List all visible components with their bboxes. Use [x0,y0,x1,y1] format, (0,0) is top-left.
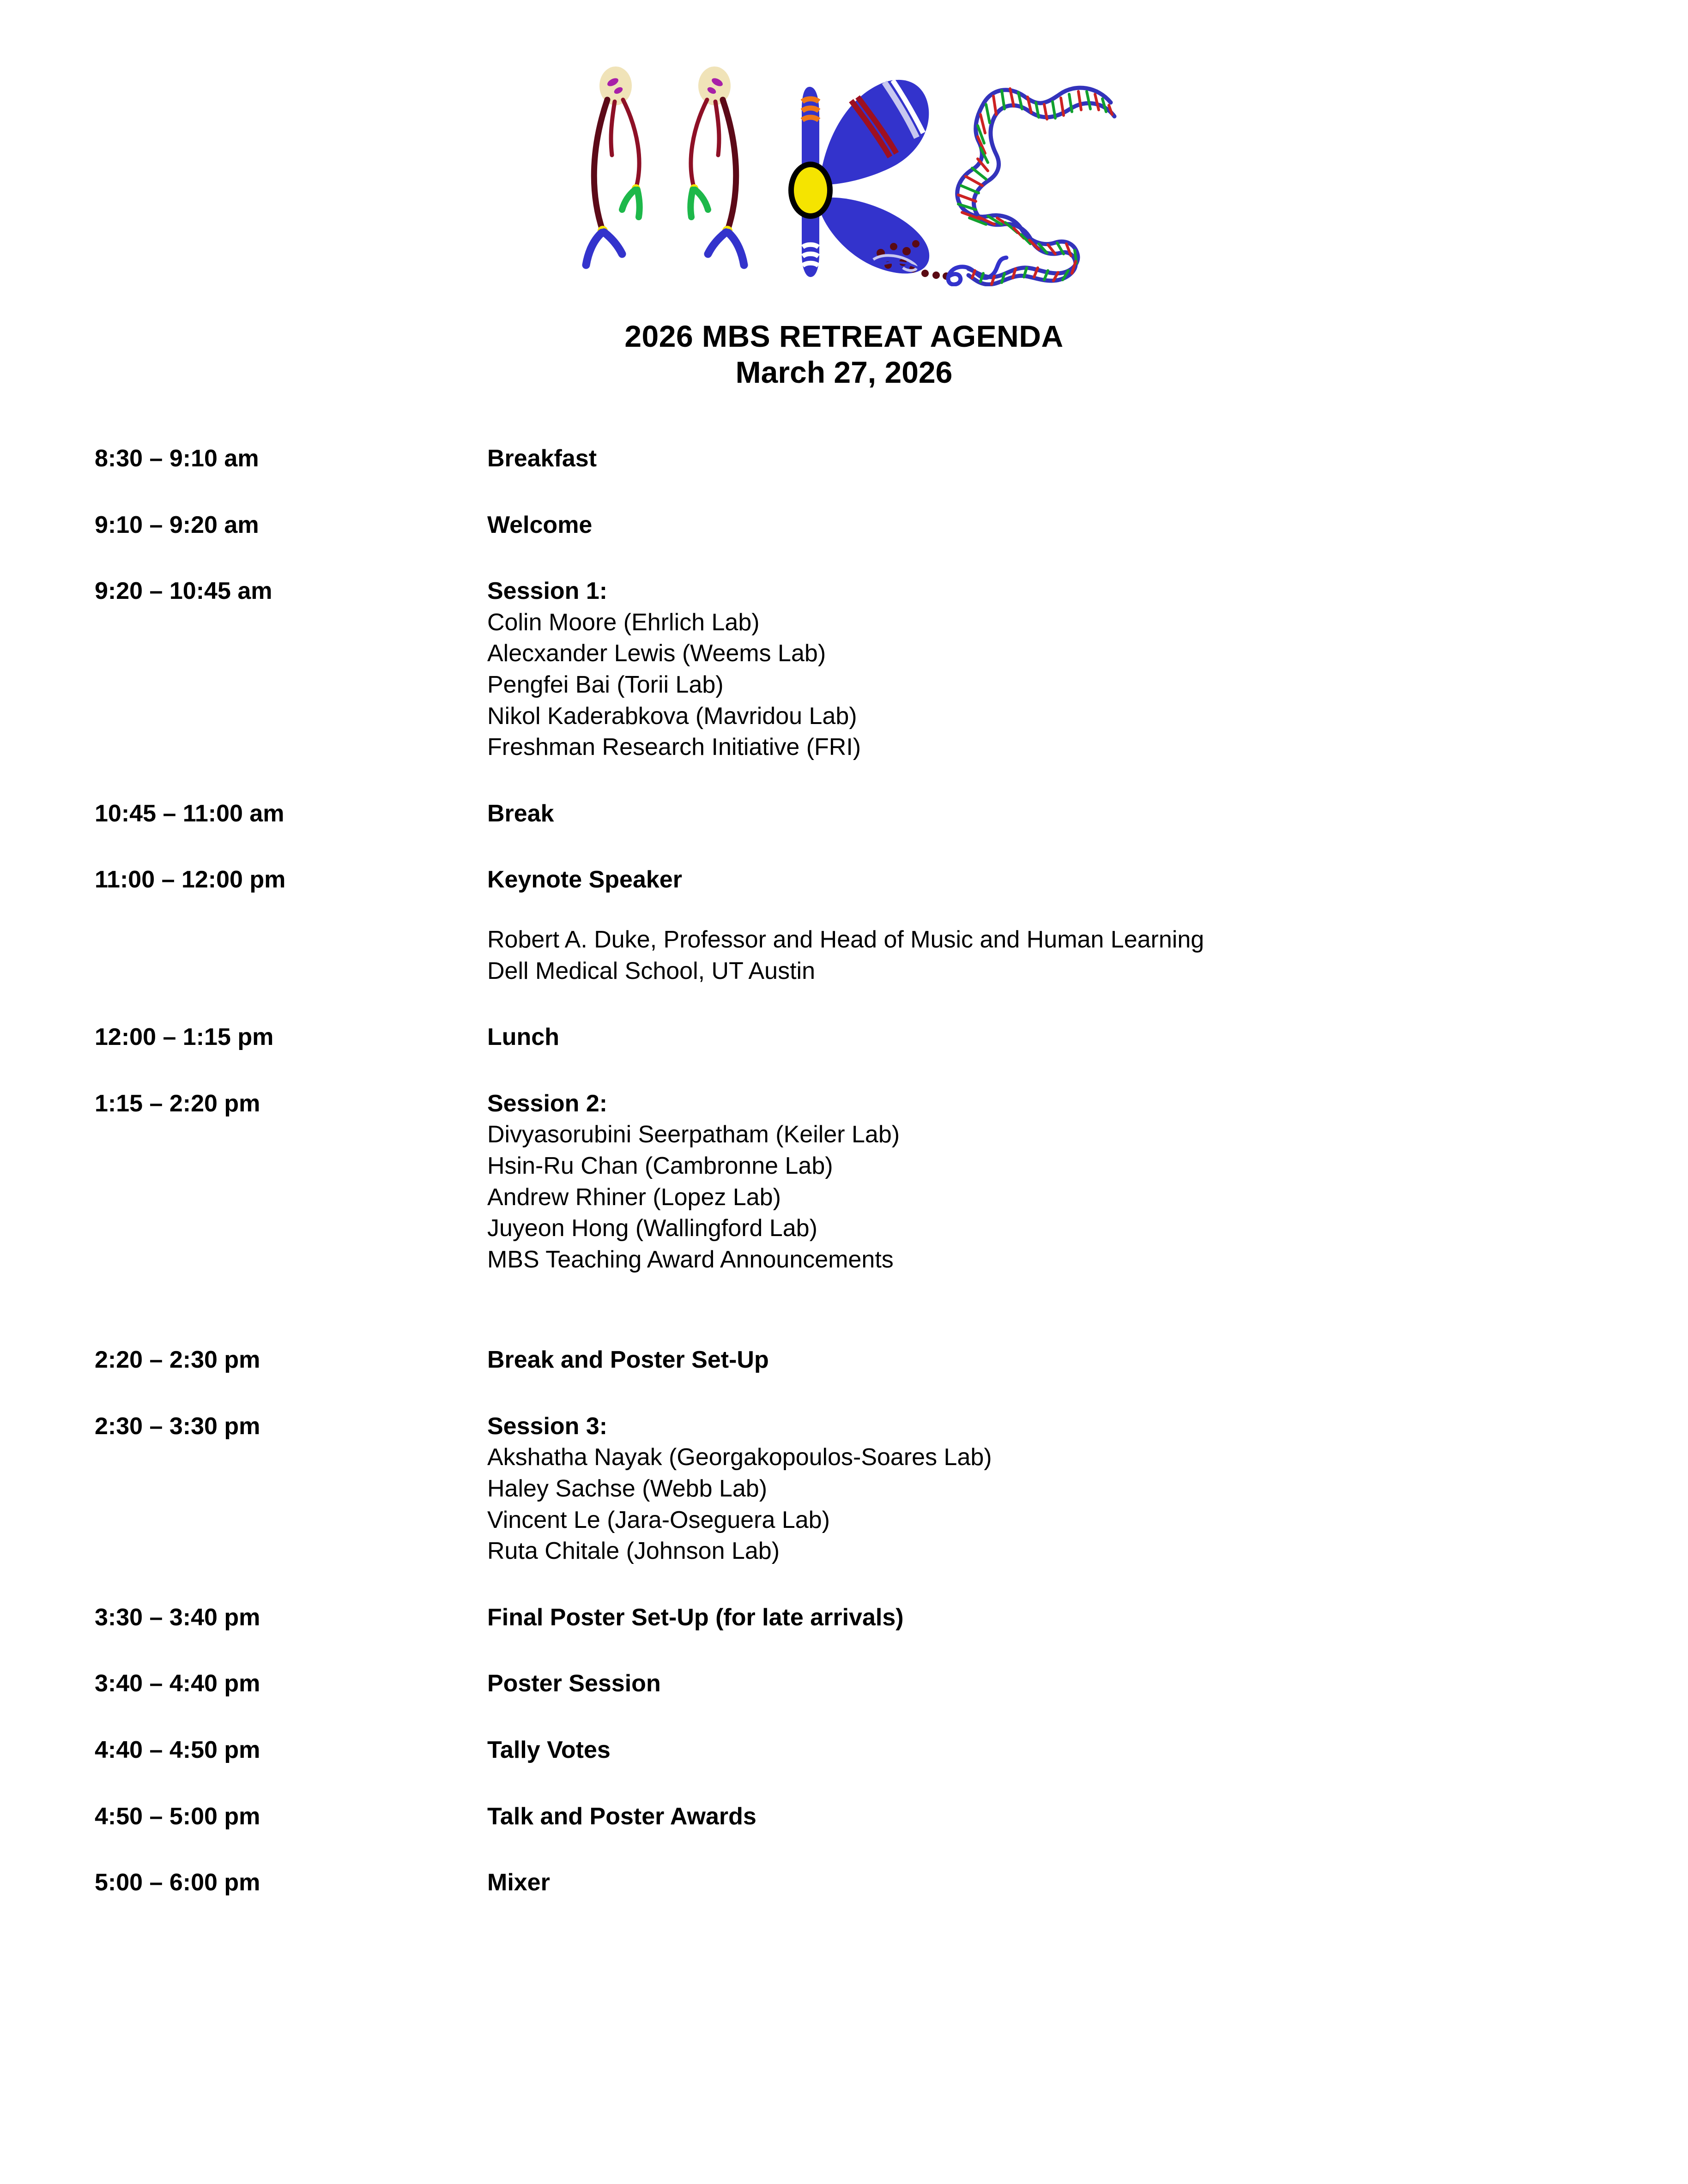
agenda-row-label: Welcome [487,511,593,538]
agenda-row [95,1411,1619,1567]
agenda-item: MBS Teaching Award Announcements [487,1246,894,1273]
agenda-row [95,1345,1619,1376]
agenda-row-time: 8:30 – 9:10 am [95,445,259,472]
agenda-row-detail [487,1801,1619,1833]
agenda-row-label: Mixer [487,1869,550,1896]
agenda-row [95,1022,1619,1053]
agenda-row-label: Talk and Poster Awards [487,1803,756,1830]
agenda-item: Ruta Chitale (Johnson Lab) [487,1538,780,1565]
agenda-row-detail [487,1345,1619,1376]
agenda-row-items [487,1442,1619,1567]
agenda-item: Dell Medical School, UT Austin [487,957,816,984]
agenda-row-detail [487,1411,1619,1567]
agenda-row-detail [487,1022,1619,1053]
agenda-row-time: 2:30 – 3:30 pm [95,1412,260,1440]
agenda-row-detail [487,443,1619,475]
agenda-row-time: 11:00 – 12:00 pm [95,866,286,893]
agenda-row-time: 9:20 – 10:45 am [95,578,272,605]
agenda-row-detail [487,1668,1619,1700]
mbs-logo [580,60,1120,286]
agenda-row [95,510,1619,541]
agenda-row [95,1088,1619,1276]
agenda-row-detail [487,1867,1619,1899]
agenda-row-detail [487,1088,1619,1276]
agenda-row-detail [487,510,1619,541]
agenda-item: Andrew Rhiner (Lopez Lab) [487,1183,781,1211]
agenda-row-time: 3:40 – 4:40 pm [95,1670,260,1697]
agenda-row [95,1668,1619,1700]
agenda-row [95,1735,1619,1766]
agenda-item: Alecxander Lewis (Weems Lab) [487,640,826,667]
agenda-row-label: Keynote Speaker [487,866,682,893]
agenda-list [95,443,1619,1934]
agenda-row-items [487,924,1619,987]
agenda-row-label: Session 3: [487,1412,608,1440]
agenda-row-label: Session 1: [487,578,608,605]
logo-letter-m-neurons [586,66,744,265]
agenda-row-time: 4:40 – 4:50 pm [95,1737,260,1764]
title-block [0,319,1688,391]
agenda-row-detail [487,798,1619,830]
agenda-row-label: Break and Poster Set-Up [487,1346,769,1374]
agenda-row [95,443,1619,475]
agenda-row-time: 5:00 – 6:00 pm [95,1869,260,1896]
agenda-row-time: 12:00 – 1:15 pm [95,1024,274,1051]
agenda-row-time: 2:20 – 2:30 pm [95,1346,260,1374]
agenda-row-label: Tally Votes [487,1737,611,1764]
page-title: 2026 MBS RETREAT AGENDA [624,319,1064,353]
agenda-row-time: 4:50 – 5:00 pm [95,1803,260,1830]
agenda-item: Vincent Le (Jara-Oseguera Lab) [487,1506,830,1533]
agenda-item: Freshman Research Initiative (FRI) [487,734,861,761]
agenda-row-label: Poster Session [487,1670,661,1697]
agenda-item: Haley Sachse (Webb Lab) [487,1475,768,1502]
agenda-item: Akshatha Nayak (Georgakopoulos-Soares Lab) [487,1444,992,1471]
agenda-row [95,576,1619,763]
agenda-item: Pengfei Bai (Torii Lab) [487,671,724,698]
agenda-row-time: 9:10 – 9:20 am [95,511,259,538]
agenda-row-detail [487,864,1619,987]
agenda-row-label: Break [487,800,554,827]
agenda-item: Divyasorubini Seerpatham (Keiler Lab) [487,1121,900,1148]
agenda-row-items [487,607,1619,763]
agenda-row [95,1867,1619,1899]
agenda-item: Juyeon Hong (Wallingford Lab) [487,1215,817,1242]
agenda-item: Colin Moore (Ehrlich Lab) [487,609,760,636]
logo-letter-s-dna [957,88,1114,284]
agenda-row [95,1801,1619,1833]
agenda-row [95,864,1619,987]
agenda-row-label: Session 2: [487,1090,608,1117]
agenda-row-detail [487,1602,1619,1634]
agenda-row-time: 1:15 – 2:20 pm [95,1090,260,1117]
agenda-row-detail [487,1735,1619,1766]
agenda-row-label: Lunch [487,1024,559,1051]
event-date: March 27, 2026 [735,355,953,389]
agenda-row [95,1602,1619,1634]
agenda-item: Nikol Kaderabkova (Mavridou Lab) [487,702,857,730]
agenda-row-time: 10:45 – 11:00 am [95,800,284,827]
agenda-row-items [487,1119,1619,1275]
agenda-row [95,798,1619,830]
agenda-row-label: Breakfast [487,445,597,472]
agenda-row-time: 3:30 – 3:40 pm [95,1604,260,1631]
blank-line [487,896,1619,924]
agenda-row-label: Final Poster Set-Up (for late arrivals) [487,1604,904,1631]
agenda-row-detail [487,576,1619,763]
agenda-item: Robert A. Duke, Professor and Head of Music and Human Learning [487,926,1204,953]
agenda-item: Hsin-Ru Chan (Cambronne Lab) [487,1152,833,1179]
